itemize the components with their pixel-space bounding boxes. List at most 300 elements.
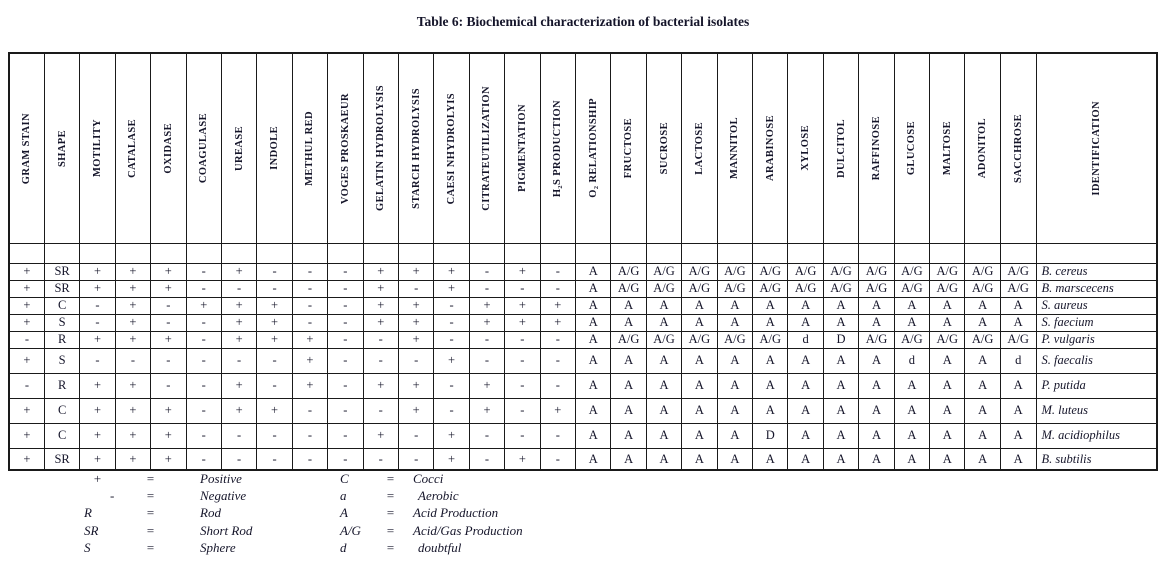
result-cell: A/G <box>753 280 788 297</box>
result-cell: + <box>398 297 433 314</box>
legend-symbol: C <box>340 471 349 486</box>
result-cell: - <box>151 314 186 331</box>
result-cell: A <box>682 348 717 373</box>
result-cell: A/G <box>823 263 858 280</box>
legend-meaning: Cocci <box>413 471 444 486</box>
result-cell: - <box>257 373 292 398</box>
column-header-adonitol <box>965 53 1000 243</box>
column-header-label: GELATIN HYDROLYSIS <box>375 85 387 212</box>
result-cell: - <box>151 297 186 314</box>
column-header-o-relationship <box>576 53 611 243</box>
result-cell: D <box>753 423 788 448</box>
result-cell: A <box>576 448 611 470</box>
result-cell: - <box>292 263 327 280</box>
result-cell: - <box>292 448 327 470</box>
result-cell: A <box>823 348 858 373</box>
result-cell: + <box>151 280 186 297</box>
result-cell: A <box>823 373 858 398</box>
column-header-label: ADONITOL <box>977 118 989 179</box>
result-cell: + <box>363 373 398 398</box>
legend-equals: = <box>146 522 155 538</box>
spacer-cell <box>576 243 611 263</box>
legend-equals: = <box>146 488 155 504</box>
result-cell: + <box>221 373 256 398</box>
result-cell: A <box>788 297 823 314</box>
column-header-sacchrose <box>1000 53 1036 243</box>
result-cell: A <box>753 373 788 398</box>
column-header-label: SHAPE <box>56 129 68 167</box>
column-header-mannitol <box>717 53 752 243</box>
result-cell: A <box>894 297 929 314</box>
column-header-pigmentation <box>505 53 540 243</box>
result-cell: - <box>80 297 115 314</box>
result-cell: - <box>328 398 363 423</box>
result-cell: - <box>505 398 540 423</box>
spacer-cell <box>398 243 433 263</box>
result-cell: - <box>151 348 186 373</box>
result-cell: SR <box>44 448 79 470</box>
legend-meaning: Sphere <box>200 539 236 555</box>
identification-cell: S. aureus <box>1036 297 1157 314</box>
header-row <box>9 53 1157 243</box>
result-cell: A/G <box>611 263 646 280</box>
result-cell: A <box>965 348 1000 373</box>
column-header-gram-stain <box>9 53 44 243</box>
legend-symbol: a <box>340 488 347 504</box>
result-cell: A <box>930 297 965 314</box>
result-cell: A <box>576 280 611 297</box>
result-cell: + <box>221 314 256 331</box>
legend-meaning: doubtful <box>418 539 462 555</box>
result-cell: A <box>717 448 752 470</box>
result-cell: - <box>186 280 221 297</box>
column-header-label: FRUCTOSE <box>623 118 635 179</box>
result-cell: - <box>292 297 327 314</box>
result-cell: - <box>505 373 540 398</box>
result-cell: A <box>965 297 1000 314</box>
result-cell: - <box>505 280 540 297</box>
result-cell: A <box>682 314 717 331</box>
result-cell: - <box>434 297 469 314</box>
spacer-cell <box>9 243 44 263</box>
spacer-cell <box>753 243 788 263</box>
column-header-urease <box>221 53 256 243</box>
result-cell: A <box>646 373 681 398</box>
result-cell: + <box>115 373 150 398</box>
result-cell: - <box>328 280 363 297</box>
result-cell: A <box>717 297 752 314</box>
result-cell: A <box>965 373 1000 398</box>
result-cell: - <box>257 423 292 448</box>
result-cell: R <box>44 373 79 398</box>
result-cell: A <box>930 448 965 470</box>
result-cell: A <box>894 398 929 423</box>
column-header-label: O₂ RELATIONSHIP <box>587 98 599 199</box>
spacer-cell <box>646 243 681 263</box>
result-cell: A <box>788 314 823 331</box>
column-header-label: GRAM STAIN <box>21 112 33 184</box>
result-cell: + <box>505 297 540 314</box>
result-cell: A <box>682 448 717 470</box>
result-cell: + <box>505 263 540 280</box>
spacer-cell <box>823 243 858 263</box>
legend-meaning: Rod <box>200 505 221 521</box>
result-cell: A <box>894 448 929 470</box>
result-cell: A/G <box>646 280 681 297</box>
spacer-cell <box>44 243 79 263</box>
result-cell: - <box>398 280 433 297</box>
result-cell: A/G <box>753 263 788 280</box>
result-cell: + <box>257 314 292 331</box>
result-cell: A/G <box>930 263 965 280</box>
spacer-cell <box>540 243 575 263</box>
result-cell: A <box>894 314 929 331</box>
result-cell: A <box>646 348 681 373</box>
result-cell: A <box>611 348 646 373</box>
result-cell: A <box>930 423 965 448</box>
result-cell: S <box>44 348 79 373</box>
result-cell: A/G <box>930 331 965 348</box>
result-cell: + <box>398 373 433 398</box>
result-cell: + <box>469 297 504 314</box>
result-cell: A <box>682 297 717 314</box>
result-cell: A <box>576 398 611 423</box>
result-cell: - <box>328 297 363 314</box>
spacer-cell <box>1000 243 1036 263</box>
legend-equals: = <box>386 471 395 486</box>
column-header-label: COAGULASE <box>198 113 210 184</box>
result-cell: - <box>540 448 575 470</box>
result-cell: - <box>292 280 327 297</box>
result-cell: A/G <box>894 280 929 297</box>
spacer-cell <box>80 243 115 263</box>
result-cell: - <box>540 331 575 348</box>
result-cell: - <box>257 263 292 280</box>
result-cell: A/G <box>930 280 965 297</box>
column-header-methul-red <box>292 53 327 243</box>
result-cell: + <box>80 398 115 423</box>
result-cell: + <box>221 263 256 280</box>
column-header-motility <box>80 53 115 243</box>
result-cell: - <box>434 331 469 348</box>
result-cell: - <box>398 423 433 448</box>
result-cell: A <box>1000 314 1036 331</box>
result-cell: - <box>540 373 575 398</box>
result-cell: + <box>9 314 44 331</box>
spacer-cell <box>292 243 327 263</box>
result-cell: + <box>505 448 540 470</box>
result-cell: A <box>1000 398 1036 423</box>
result-cell: A <box>823 448 858 470</box>
result-cell: d <box>894 348 929 373</box>
table-row <box>9 314 1157 331</box>
result-cell: A <box>682 423 717 448</box>
result-cell: + <box>186 297 221 314</box>
result-cell: A <box>717 423 752 448</box>
identification-cell: P. vulgaris <box>1036 331 1157 348</box>
result-cell: + <box>80 423 115 448</box>
spacer-cell <box>788 243 823 263</box>
result-cell: A/G <box>646 263 681 280</box>
result-cell: + <box>363 314 398 331</box>
result-cell: A/G <box>717 331 752 348</box>
result-cell: + <box>292 348 327 373</box>
spacer-cell <box>469 243 504 263</box>
result-cell: + <box>221 331 256 348</box>
result-cell: A <box>753 297 788 314</box>
result-cell: A <box>930 314 965 331</box>
result-cell: A <box>859 348 894 373</box>
result-cell: A/G <box>611 280 646 297</box>
result-cell: A <box>859 373 894 398</box>
result-cell: A <box>894 373 929 398</box>
result-cell: SR <box>44 263 79 280</box>
result-cell: A <box>611 398 646 423</box>
result-cell: A/G <box>1000 263 1036 280</box>
legend-meaning: Aerobic <box>418 488 459 504</box>
legend-equals: = <box>146 505 155 521</box>
legend-equals: = <box>386 522 395 538</box>
result-cell: A <box>788 373 823 398</box>
result-cell: + <box>292 331 327 348</box>
result-cell: + <box>363 263 398 280</box>
result-cell: A <box>682 398 717 423</box>
result-cell: A <box>717 373 752 398</box>
legend-meaning: Negative <box>200 488 247 504</box>
result-cell: A/G <box>717 280 752 297</box>
column-header-label: METHUL RED <box>304 110 316 186</box>
result-cell: A <box>576 263 611 280</box>
column-header-catalase <box>115 53 150 243</box>
result-cell: - <box>186 448 221 470</box>
column-header-coagulase <box>186 53 221 243</box>
result-cell: A/G <box>788 280 823 297</box>
column-header-arabinose <box>753 53 788 243</box>
result-cell: + <box>469 398 504 423</box>
result-cell: + <box>9 280 44 297</box>
spacer-cell <box>859 243 894 263</box>
result-cell: A <box>823 398 858 423</box>
table-row <box>9 263 1157 280</box>
result-cell: + <box>9 448 44 470</box>
result-cell: + <box>434 348 469 373</box>
result-cell: + <box>115 398 150 423</box>
table-row <box>9 280 1157 297</box>
spacer-cell <box>717 243 752 263</box>
result-cell: A <box>646 314 681 331</box>
column-header-label: DULCITOL <box>835 118 847 178</box>
result-cell: + <box>398 398 433 423</box>
column-header-label: MANNITOL <box>729 117 741 180</box>
result-cell: + <box>9 423 44 448</box>
result-cell: - <box>257 280 292 297</box>
result-cell: A/G <box>823 280 858 297</box>
result-cell: A <box>611 314 646 331</box>
result-cell: A/G <box>859 331 894 348</box>
result-cell: A <box>965 398 1000 423</box>
table-row <box>9 331 1157 348</box>
result-cell: + <box>398 263 433 280</box>
result-cell: - <box>186 398 221 423</box>
result-cell: R <box>44 331 79 348</box>
result-cell: - <box>9 331 44 348</box>
result-cell: A <box>717 314 752 331</box>
result-cell: + <box>434 423 469 448</box>
result-cell: A <box>646 423 681 448</box>
biochemical-table <box>8 52 1158 471</box>
result-cell: - <box>328 423 363 448</box>
legend-symbol: A <box>340 505 348 521</box>
table-row <box>9 297 1157 314</box>
result-cell: + <box>9 348 44 373</box>
result-cell: - <box>151 373 186 398</box>
column-header-label: CITRATEUTILIZATION <box>481 85 493 211</box>
result-cell: A <box>717 398 752 423</box>
legend-meaning: Short Rod <box>200 522 253 538</box>
result-cell: A <box>965 314 1000 331</box>
spacer-cell <box>965 243 1000 263</box>
legend-meaning: Positive <box>200 471 242 486</box>
result-cell: - <box>469 280 504 297</box>
result-cell: - <box>540 280 575 297</box>
column-header-raffinose <box>859 53 894 243</box>
result-cell: A <box>576 314 611 331</box>
result-cell: - <box>328 448 363 470</box>
result-cell: - <box>221 423 256 448</box>
result-cell: A <box>611 423 646 448</box>
legend-equals: = <box>386 505 395 521</box>
result-cell: A <box>682 373 717 398</box>
column-header-voges-proskaeur <box>328 53 363 243</box>
result-cell: + <box>115 280 150 297</box>
result-cell: A/G <box>894 263 929 280</box>
result-cell: A <box>753 448 788 470</box>
result-cell: SR <box>44 280 79 297</box>
result-cell: - <box>363 398 398 423</box>
column-header-label: PIGMENTATION <box>516 104 528 193</box>
column-header-dulcitol <box>823 53 858 243</box>
result-cell: A <box>859 398 894 423</box>
result-cell: A <box>1000 448 1036 470</box>
result-cell: + <box>257 331 292 348</box>
column-header-identification <box>1036 53 1157 243</box>
result-cell: A/G <box>894 331 929 348</box>
result-cell: + <box>398 314 433 331</box>
result-cell: - <box>328 331 363 348</box>
spacer-cell <box>1036 243 1157 263</box>
result-cell: A <box>576 373 611 398</box>
result-cell: A <box>823 314 858 331</box>
result-cell: - <box>469 448 504 470</box>
result-cell: + <box>540 314 575 331</box>
result-cell: + <box>257 398 292 423</box>
column-header-glucose <box>894 53 929 243</box>
result-cell: + <box>221 398 256 423</box>
spacer-cell <box>363 243 398 263</box>
result-cell: A <box>930 398 965 423</box>
result-cell: + <box>151 398 186 423</box>
result-cell: - <box>328 263 363 280</box>
result-cell: A <box>859 314 894 331</box>
result-cell: - <box>328 314 363 331</box>
result-cell: A/G <box>965 280 1000 297</box>
result-cell: - <box>434 373 469 398</box>
result-cell: - <box>115 348 150 373</box>
result-cell: - <box>221 348 256 373</box>
column-header-maltose <box>930 53 965 243</box>
table-caption: Table 6: Biochemical characterization of bacterial isolates <box>416 14 750 29</box>
column-header-label: CATALASE <box>127 118 139 178</box>
result-cell: + <box>398 331 433 348</box>
result-cell: + <box>434 263 469 280</box>
result-cell: - <box>363 348 398 373</box>
result-cell: - <box>257 448 292 470</box>
result-cell: + <box>151 423 186 448</box>
legend-equals: = <box>146 539 155 555</box>
column-header-label: SACCHROSE <box>1012 113 1024 183</box>
result-cell: A <box>576 297 611 314</box>
column-header-label: LACTOSE <box>693 121 705 175</box>
legend-symbol: - <box>110 488 115 504</box>
result-cell: - <box>434 314 469 331</box>
column-header-label: INDOLE <box>269 126 281 171</box>
result-cell: A <box>823 423 858 448</box>
result-cell: A/G <box>965 263 1000 280</box>
result-cell: A <box>611 373 646 398</box>
column-header-lactose <box>682 53 717 243</box>
result-cell: A <box>576 348 611 373</box>
result-cell: C <box>44 398 79 423</box>
result-cell: A <box>788 398 823 423</box>
column-header-indole <box>257 53 292 243</box>
spacer-cell <box>505 243 540 263</box>
column-header-label: VOGES PROSKAEUR <box>339 92 351 204</box>
result-cell: A/G <box>646 331 681 348</box>
result-cell: A <box>646 398 681 423</box>
result-cell: C <box>44 423 79 448</box>
result-cell: + <box>9 398 44 423</box>
result-cell: - <box>186 263 221 280</box>
column-header-h-s-production <box>540 53 575 243</box>
column-header-label: CAESI NHYDROLYIS <box>446 92 458 204</box>
result-cell: A <box>1000 297 1036 314</box>
result-cell: + <box>80 263 115 280</box>
result-cell: - <box>186 348 221 373</box>
result-cell: + <box>540 398 575 423</box>
spacer-cell <box>151 243 186 263</box>
result-cell: A/G <box>682 280 717 297</box>
result-cell: A <box>859 448 894 470</box>
result-cell: - <box>363 448 398 470</box>
result-cell: - <box>292 314 327 331</box>
result-cell: - <box>221 280 256 297</box>
result-cell: - <box>328 348 363 373</box>
result-cell: A <box>788 423 823 448</box>
legend <box>0 471 1166 557</box>
result-cell: + <box>115 331 150 348</box>
result-cell: D <box>823 331 858 348</box>
result-cell: A <box>753 398 788 423</box>
result-cell: - <box>469 423 504 448</box>
result-cell: - <box>186 373 221 398</box>
result-cell: A <box>859 297 894 314</box>
spacer-cell <box>328 243 363 263</box>
result-cell: A <box>788 448 823 470</box>
result-cell: + <box>80 373 115 398</box>
result-cell: + <box>434 448 469 470</box>
result-cell: A/G <box>859 280 894 297</box>
result-cell: + <box>115 314 150 331</box>
